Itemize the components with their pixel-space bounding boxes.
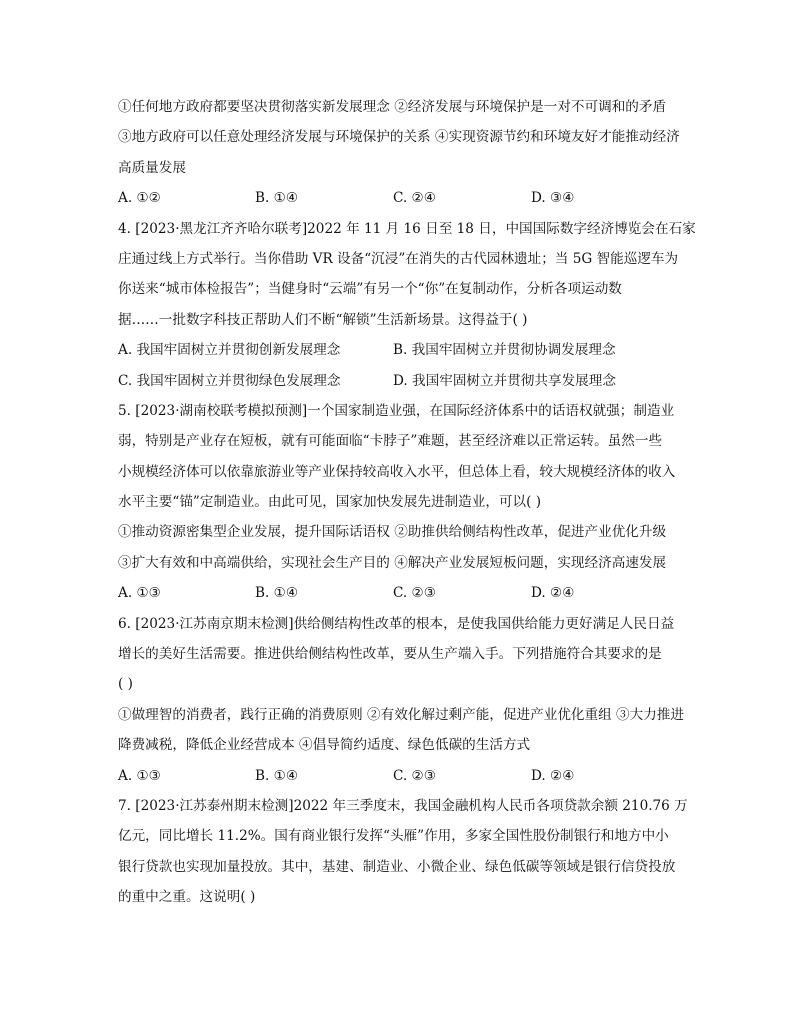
statement-line: ①做理智的消费者，践行正确的消费原则 ②有效化解过剩产能，促进产业优化重组 ③大力推进	[118, 706, 684, 723]
option-a[interactable]: A. 我国牢固树立并贯彻创新发展理念	[118, 342, 341, 359]
question-3-continuation	[118, 92, 688, 214]
question-7	[118, 791, 688, 913]
statement-line: ①任何地方政府都要坚决贯彻落实新发展理念 ②经济发展与环境保护是一对不可调和的矛盾	[118, 99, 667, 115]
option-b[interactable]: B. ①④	[255, 190, 299, 207]
question-text-line: 亿元，同比增长 11.2%。国有商业银行发挥“头雁”作用，多家全国性股份制银行和地方中小	[118, 828, 669, 845]
question-text-line: 7. [2023·江苏泰州期末检测]2022 年三季度末，我国金融机构人民币各项贷款余额 210.76 万	[118, 797, 688, 814]
exam-page	[118, 92, 696, 913]
answer-bracket: ( )	[118, 676, 133, 693]
option-c[interactable]: C. 我国牢固树立并贯彻绿色发展理念	[118, 372, 341, 389]
option-c[interactable]: C. ②④	[393, 190, 436, 207]
question-6	[118, 609, 688, 791]
question-text-line: 弱，特别是产业存在短板，就有可能面临“卡脖子”难题，甚至经济难以正常运转。虽然一些	[118, 433, 663, 450]
question-5	[118, 396, 688, 609]
option-c[interactable]: C. ②③	[393, 767, 436, 784]
question-text-line: 的重中之重。这说明( )	[118, 889, 256, 906]
question-text-line: 庄通过线上方式举行。当你借助 VR 设备“沉浸”在消失的古代园林遗址；当 5G 智能巡逻车为	[118, 250, 679, 267]
question-text-line: 5. [2023·湖南校联考模拟预测]一个国家制造业强，在国际经济体系中的话语权就强；制造业	[118, 402, 675, 419]
options-row	[118, 578, 688, 608]
question-text-line: 小规模经济体可以依靠旅游业等产业保持较高收入水平，但总体上看，较大规模经济体的收入	[118, 463, 676, 480]
statement-line: ③扩大有效和中高端供给，实现社会生产目的 ④解决产业发展短板问题，实现经济高速发展	[118, 554, 667, 571]
statement-line: ①推动资源密集型企业发展，提升国际话语权 ②助推供给侧结构性改革，促进产业优化升级	[118, 524, 667, 541]
question-text-line: 增长的美好生活需要。推进供给侧结构性改革，要从生产端入手。下列措施符合其要求的是	[118, 646, 662, 663]
question-4	[118, 214, 696, 396]
statement-line: ③地方政府可以任意处理经济发展与环境保护的关系 ④实现资源节约和环境友好才能推动经济	[118, 129, 680, 146]
option-d[interactable]: D. ②④	[531, 767, 575, 784]
option-b[interactable]: B. ①④	[255, 767, 299, 784]
question-text-line: 银行贷款也实现加量投放。其中，基建、制造业、小微企业、绿色低碳等领域是银行信贷投放	[118, 858, 676, 875]
options-row	[118, 761, 688, 791]
question-text-line: 你送来“城市体检报告”；当健身时“云端”有另一个“你”在复制动作，分析各项运动数	[118, 281, 622, 298]
option-d[interactable]: D. ③④	[531, 190, 575, 207]
options-row	[118, 183, 688, 213]
option-b[interactable]: B. ①④	[255, 585, 299, 602]
option-a[interactable]: A. ①③	[118, 767, 161, 784]
options-row	[118, 366, 688, 396]
option-d[interactable]: D. 我国牢固树立并贯彻共享发展理念	[393, 372, 616, 389]
option-c[interactable]: C. ②③	[393, 585, 436, 602]
option-a[interactable]: A. ①③	[118, 585, 161, 602]
question-text-line: 4. [2023·黑龙江齐齐哈尔联考]2022 年 11 月 16 日至 18 日，中国国际数字经济博览会在石家	[118, 220, 696, 237]
question-text-line: 据……一批数字科技正帮助人们不断“解锁”生活新场景。这得益于( )	[118, 311, 528, 328]
statement-line: 降费减税，降低企业经营成本 ④倡导简约适度、绿色低碳的生活方式	[118, 737, 531, 754]
statement-line: 高质量发展	[118, 159, 186, 176]
question-text-line: 6. [2023·江苏南京期末检测]供给侧结构性改革的根本，是使我国供给能力更好满足人民日益	[118, 615, 675, 632]
question-text-line: 水平主要“锚”定制造业。由此可见，国家加快发展先进制造业，可以( )	[118, 494, 542, 511]
option-a[interactable]: A. ①②	[118, 190, 161, 207]
options-row	[118, 335, 688, 365]
option-b[interactable]: B. 我国牢固树立并贯彻协调发展理念	[393, 342, 616, 359]
option-d[interactable]: D. ②④	[531, 585, 575, 602]
